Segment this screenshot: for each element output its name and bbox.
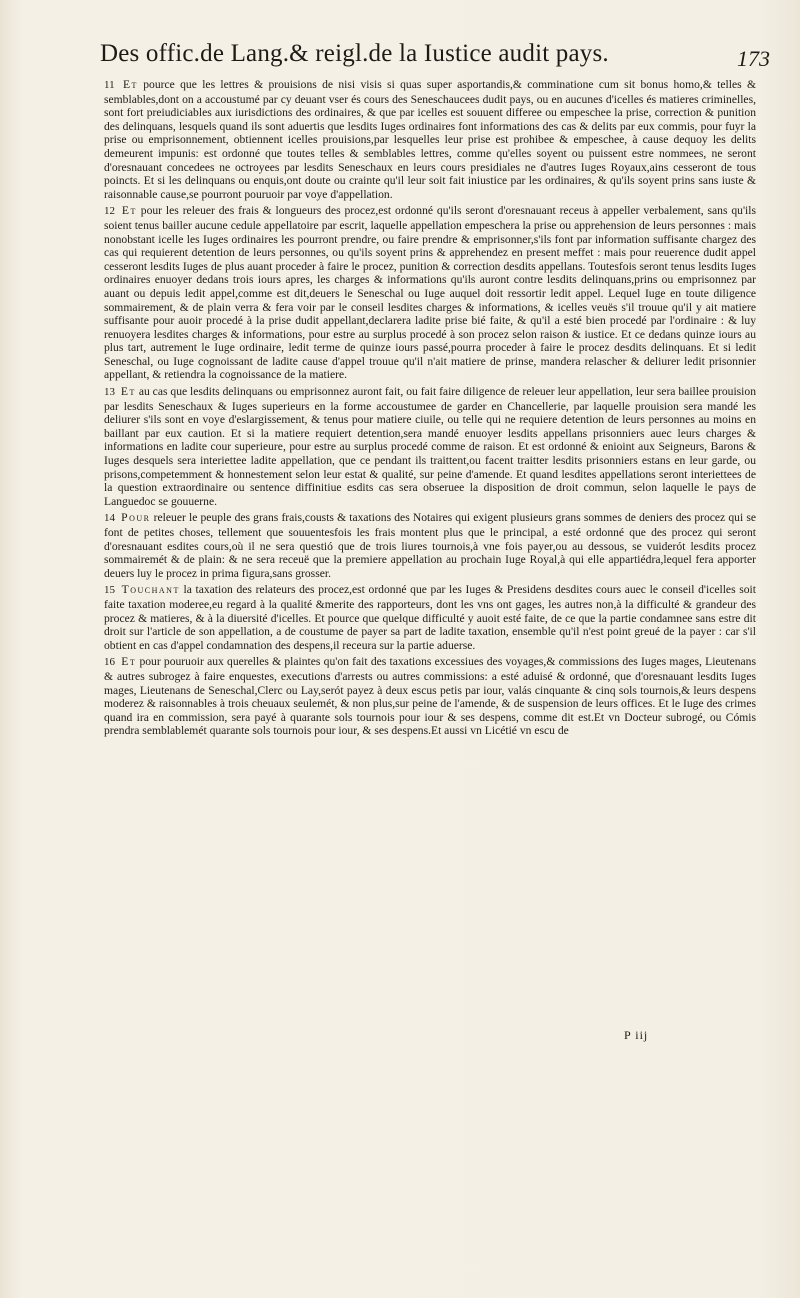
article-text: releuer le peuple des grans frais,cousts & taxations des Notaires qui exigent plusieurs grans sommes de deniers des procez qui se font de petites choses, tellement que souuentesfois les frais montent plus que le principal, a esté ordonné que des procez qui seront d'oresnauant esdites cours,où il ne sera questió que de trois liures tournois,à vne fois payer,ou au dessous, se vuiderót lesdits procez sommairemét & de plain: & ne sera receuë que la premiere appellation au prochain Iuge Royal,à qui elle appartiédra,lequel fera apporter deuers luy le procez in prima figura,sans grosser.: [104, 511, 756, 580]
article-number: 13: [104, 386, 115, 399]
article-lead-word: Et: [122, 78, 138, 91]
article-lead-word: Et: [120, 385, 136, 399]
article-lead-word: Et: [121, 204, 137, 218]
article-text: pour pouruoir aux querelles & plaintes qu'on fait des taxations excessiues des voyages,& commissions des Iuges mages, Lieutenans & autres subrogez à faire enquestes, executions d'arrests ou autres commissions: a esté aduisé & ordonné, que d'oresnauant lesdits Iuges mages, Lieutenans de Seneschal,Clerc ou Lay,serót payez à deux escus petis par iour, valás cinquante & cinq sols tournois,& leurs despens moderez & raisonnables à trois cheuaux seulemét, & non plus,sur peine de l'amende, & de suspension de leurs offices. Et le Iuge des crimes quand ira en commission, sera payé à quarante sols tournois pour iour & ses despens, comme dit est.Et vn Docteur subrogé, ou Cómis prendra semblablemét quarante sols tournois pour iour, & ses despens.Et aussi vn Licétié vn escu de: [104, 655, 756, 738]
article-lead-word: Touchant: [121, 583, 180, 597]
article-16: [104, 655, 756, 738]
folio-number: 173: [737, 46, 770, 71]
article-text: la taxation des relateurs des procez,est ordonné que par les Iuges & Presidens desdites cours auec le conseil d'icelles soit faite taxation moderee,eu regard à la qualité &merite des rapporteurs, dont les vns ont gages, les autres non,à la difficulté & grandeur des procez & matieres, & à la diuersité d'icelles. Et pource que quelque difficulté y auoit esté faite, de ce que la partie condamnee sans estre dit droit sur l'article de son appellation, a de coustume de payer sa part de ladite taxation, ensemble qu'il n'est point greué de la payer : car s'il obtient en cas d'appel condamnation des despens,il receura sur la partie aduerse.: [104, 583, 756, 652]
article-number: 12: [104, 205, 115, 218]
article-number: 15: [104, 584, 115, 597]
article-14: [104, 511, 756, 580]
article-11: [104, 78, 756, 201]
article-text: pour les releuer des frais & longueurs des procez,est ordonné qu'ils seront d'oresnauant receus à appeller verbalement, sans qu'ils soient tenus bailler aucune cedule appellatoire par escrit, laquelle appellation empeschera la prise ou apprehension de leurs personnes : mais nonobstant icelle les Iuges ordinaires les pourront prendre, ou faire prendre & emprisonner,s'ils font par information suffisante chargez des cas qui requierent detention de leurs personnes, ou qu'ils soyent prins & apprehendez en present meffet : mais pour reuerence dudit appel cesseront lesdits Iuges de plus auant proceder à faire le procez, punition & correction desdits appellans. Toutesfois seront tenus lesdits Iuges ordinaires enuoyer dedans trois iours apres, les charges & informations qu'ils auront contre lesdits delinquans,prins ou emprisonnez par auant ou depuis ledit appel,comme est dit,deuers le Seneschal ou Iuge auquel doit ressortir ledit appel. Lequel Iuge en toute diligence sommairement, & de plain verra & fera voir par le conseil lesdites charges & informations, & icelles veuës s'il trouue qu'il y ait matiere suffisante pour auoir procedé à la prise dudit appellant,declarera ladite prise bié faite, & qu'il a esté bien procedé par l'ordinaire : & luy renuoyera lesdites charges & informations, pour estre au surplus procedé à son procez selon raison & iustice. Et ce dedans quinze iours au plus tart, autrement le Iuge ordinaire, ledit terme de quinze iours passé,pourra proceder à faire le procez desdits delinquans. Et si ledit Seneschal, ou Iuge cognoissant de ladite cause d'appel trouue qu'il n'ait matiere de prinse, mandera relascher & deliurer ledit prisonnier appellant, & retiendra la cognoissance de la matiere.: [104, 204, 757, 382]
signature-mark: P iij: [624, 1028, 649, 1042]
article-text: au cas que lesdits delinquans ou emprisonnez auront fait, ou fait faire diligence de releuer leur appellation, leur sera baillee prouision par lesdits Seneschaux & Iuges superieurs en la forme accoustumee de garder en Chancellerie, par laquelle prouision sera mandé les deliurer s'ils sont en voye d'eslargissement, & tenus pour matiere ciuile, ou telle qui ne requiere detention de leurs personnes au moins en baillant par eux caution. Et si la matiere requiert detention,sera mandé enuoyer lesdits appellans prisonniers auec leurs charges & informations en ladite cour superieure, pour estre au surplus procedé comme de raison. Et est ordonné & enioint aux Seigneurs, Barons & Iuges desquels sera interiettee ladite appellation, que ce pendant ils traittent,ou facent traitter lesdits prisonniers estans en leur garde, ou prisons,competemment & honnestement selon leur estat & qualité, sur peine d'amende. Et quand lesdites appellations seront interiettees de la question extraordinaire ou sentence diffinitiue esdits cas sera obseruee la disposition de droit commun, selon laquelle le pays de Languedoc se gouuerne.: [104, 385, 756, 508]
article-number: 16: [104, 656, 115, 669]
article-15: [104, 583, 756, 652]
page-header: [100, 40, 770, 76]
article-12: [104, 204, 756, 382]
running-head: Des offic.de Lang.& reigl.de la Iustice audit pays.: [100, 40, 609, 67]
article-lead-word: Pour: [121, 511, 151, 525]
body-text: [104, 78, 756, 741]
article-lead-word: Et: [121, 655, 137, 669]
article-text: pource que les lettres & prouisions de nisi visis si quas super asportandis,& comminatione cum sit bonus homo,& telles & semblables,dont on a accoustumé par cy deuant vser és cours des Seneschaucees dudit pays, ou en aucunes d'icelles és matieres criminelles, sont fort preiudiciables aux iurisdictions des ordinaires, & que par icelles est souuent differee ou empeschee la prise, correction & punition des delinquans, lesquels quand ils sont aduertis que lesdits Iuges ordinaires font informations des cas & delits par eux commis, pour fuyr la prise ou emprisonnement, obtiennent icelles prouisions,par lesquelles leur prise est prohibee & empeschee, à cause dequoy les delits demeurent impunis: est ordonné que toutes telles & semblables lettres, comme qu'elles soyent ou puissent estre nommees, ne seront d'oresnauant concedees ne octroyees par lesdits Seneschaux en leurs cours presidiales ne d'autres Iuges Royaux,ains cesseront de tous poincts. Et si les delinquans ou enquis,ont doute ou crainte qu'il leur soit fait iniustice par les ordinaires, & qu'ils soyent prins sans iuste & raisonnable cause,se pourront pouruoir par voye d'appellation.: [104, 78, 756, 201]
article-number: 14: [104, 512, 115, 525]
article-13: [104, 385, 756, 508]
article-number: 11: [104, 79, 115, 91]
